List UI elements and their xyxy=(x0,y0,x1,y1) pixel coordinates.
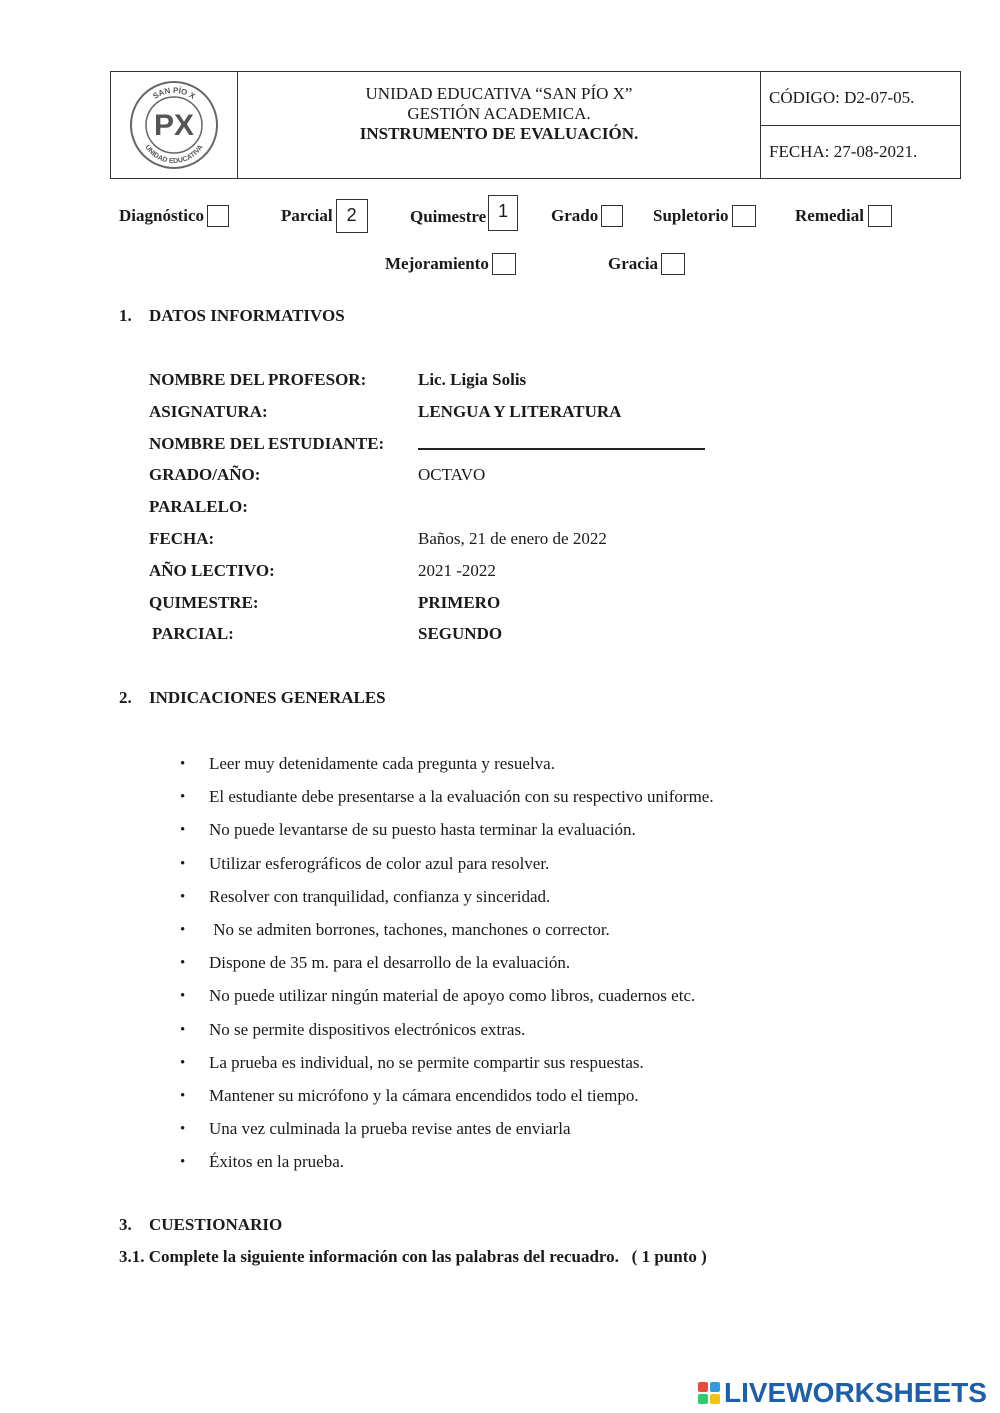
fecha-value: Baños, 21 de enero de 2022 xyxy=(418,529,607,548)
fecha-label: FECHA: xyxy=(149,529,215,548)
liveworksheets-text: LIVEWORKSHEETS xyxy=(724,1377,987,1408)
estudiante-label: NOMBRE DEL ESTUDIANTE: xyxy=(149,434,385,453)
instruction-item: • Utilizar esferográficos de color azul para resolver. xyxy=(180,852,714,885)
eval-quimestre-box[interactable]: 1 xyxy=(488,195,518,231)
section-2-number: 2. xyxy=(119,688,132,707)
school-logo xyxy=(128,79,220,171)
eval-mejoramiento-box[interactable] xyxy=(492,253,516,275)
instruction-item: • El estudiante debe presentarse a la evaluación con su respectivo uniforme. xyxy=(180,785,714,818)
eval-grado-label: Grado xyxy=(551,206,599,225)
instruction-item: • Éxitos en la prueba. xyxy=(180,1150,714,1183)
instruction-item: • Resolver con tranquilidad, confianza y sinceridad. xyxy=(180,885,714,918)
eval-remedial-box[interactable] xyxy=(868,205,892,227)
eval-supletorio xyxy=(653,205,756,227)
instruction-item: • No se admiten borrones, tachones, manchones o corrector. xyxy=(180,918,714,951)
section-3-title: CUESTIONARIO xyxy=(149,1215,283,1234)
question-3-1: 3.1. Complete la siguiente información con las palabras del recuadro. ( 1 punto ) xyxy=(119,1247,707,1266)
document-code: CÓDIGO: D2-07-05. xyxy=(761,72,960,126)
lectivo-label: AÑO LECTIVO: xyxy=(149,561,275,580)
asignatura-label: ASIGNATURA: xyxy=(149,402,268,421)
eval-parcial xyxy=(281,199,368,233)
eval-remedial xyxy=(795,205,892,227)
eval-supletorio-label: Supletorio xyxy=(653,206,729,225)
asignatura-value: LENGUA Y LITERATURA xyxy=(418,402,622,421)
estudiante-blank-line[interactable] xyxy=(418,434,705,450)
section-3-number: 3. xyxy=(119,1215,132,1234)
section-3-heading xyxy=(119,1215,282,1235)
instruction-item: • No puede levantarse de su puesto hasta terminar la evaluación. xyxy=(180,818,714,851)
eval-mejoramiento-label: Mejoramiento xyxy=(385,254,489,273)
header-meta-cell xyxy=(761,72,960,178)
instrument-title: INSTRUMENTO DE EVALUACIÓN. xyxy=(359,124,639,143)
eval-gracia-label: Gracia xyxy=(608,254,659,273)
eval-gracia-box[interactable] xyxy=(661,253,685,275)
instructions-list xyxy=(180,752,714,1183)
section-2-heading xyxy=(119,688,386,708)
parcial-label: PARCIAL: xyxy=(152,624,234,643)
liveworksheets-grid-icon xyxy=(698,1382,720,1404)
instruction-item: • Leer muy detenidamente cada pregunta y resuelva. xyxy=(180,752,714,785)
logo-text-bottom: UNIDAD EDUCATIVA xyxy=(143,143,205,166)
profesor-value: Lic. Ligia Solis xyxy=(418,370,527,389)
eval-gracia xyxy=(608,253,685,275)
quimestre-value: PRIMERO xyxy=(418,593,501,612)
paralelo-label: PARALELO: xyxy=(149,497,248,516)
management-title: GESTIÓN ACADEMICA. xyxy=(407,104,591,123)
parcial-value: SEGUNDO xyxy=(418,624,503,643)
eval-mejoramiento xyxy=(385,253,516,275)
school-name: UNIDAD EDUCATIVA “SAN PÍO X” xyxy=(365,84,633,103)
liveworksheets-logo xyxy=(698,1377,987,1409)
section-1-heading xyxy=(119,306,345,326)
lectivo-value: 2021 -2022 xyxy=(418,561,496,580)
eval-grado xyxy=(551,205,623,227)
eval-parcial-box[interactable]: 2 xyxy=(336,199,368,233)
section-1-title: DATOS INFORMATIVOS xyxy=(149,306,345,325)
header-table xyxy=(110,71,961,179)
instruction-item: • Dispone de 35 m. para el desarrollo de la evaluación. xyxy=(180,951,714,984)
eval-grado-box[interactable] xyxy=(601,205,623,227)
instruction-item: • La prueba es individual, no se permite compartir sus respuestas. xyxy=(180,1051,714,1084)
header-title-cell xyxy=(238,72,761,178)
quimestre-label: QUIMESTRE: xyxy=(149,593,259,612)
logo-monogram: PX xyxy=(153,109,195,142)
school-logo-cell xyxy=(111,72,238,178)
eval-quimestre xyxy=(410,195,518,231)
instruction-item: • No puede utilizar ningún material de apoyo como libros, cuadernos etc. xyxy=(180,984,714,1017)
instruction-item: • Una vez culminada la prueba revise antes de enviarla xyxy=(180,1117,714,1150)
eval-remedial-label: Remedial xyxy=(795,206,864,225)
section-2-title: INDICACIONES GENERALES xyxy=(149,688,386,707)
grado-value: OCTAVO xyxy=(418,465,486,484)
document-date: FECHA: 27-08-2021. xyxy=(769,141,918,161)
eval-diagnostico xyxy=(119,205,229,227)
logo-text-top: SAN PÍO X xyxy=(151,85,197,101)
eval-diagnostico-label: Diagnóstico xyxy=(119,206,204,225)
section-1-number: 1. xyxy=(119,306,132,325)
instruction-item: • Mantener su micrófono y la cámara encendidos todo el tiempo. xyxy=(180,1084,714,1117)
eval-diagnostico-box[interactable] xyxy=(207,205,229,227)
instruction-item: • No se permite dispositivos electrónicos extras. xyxy=(180,1018,714,1051)
grado-label: GRADO/AÑO: xyxy=(149,465,261,484)
eval-supletorio-box[interactable] xyxy=(732,205,756,227)
profesor-label: NOMBRE DEL PROFESOR: xyxy=(149,370,367,389)
svg-text:SAN PÍO X xyxy=(151,86,197,101)
eval-parcial-label: Parcial xyxy=(281,206,333,225)
estudiante-field[interactable] xyxy=(418,434,705,455)
eval-quimestre-label: Quimestre xyxy=(410,207,487,226)
